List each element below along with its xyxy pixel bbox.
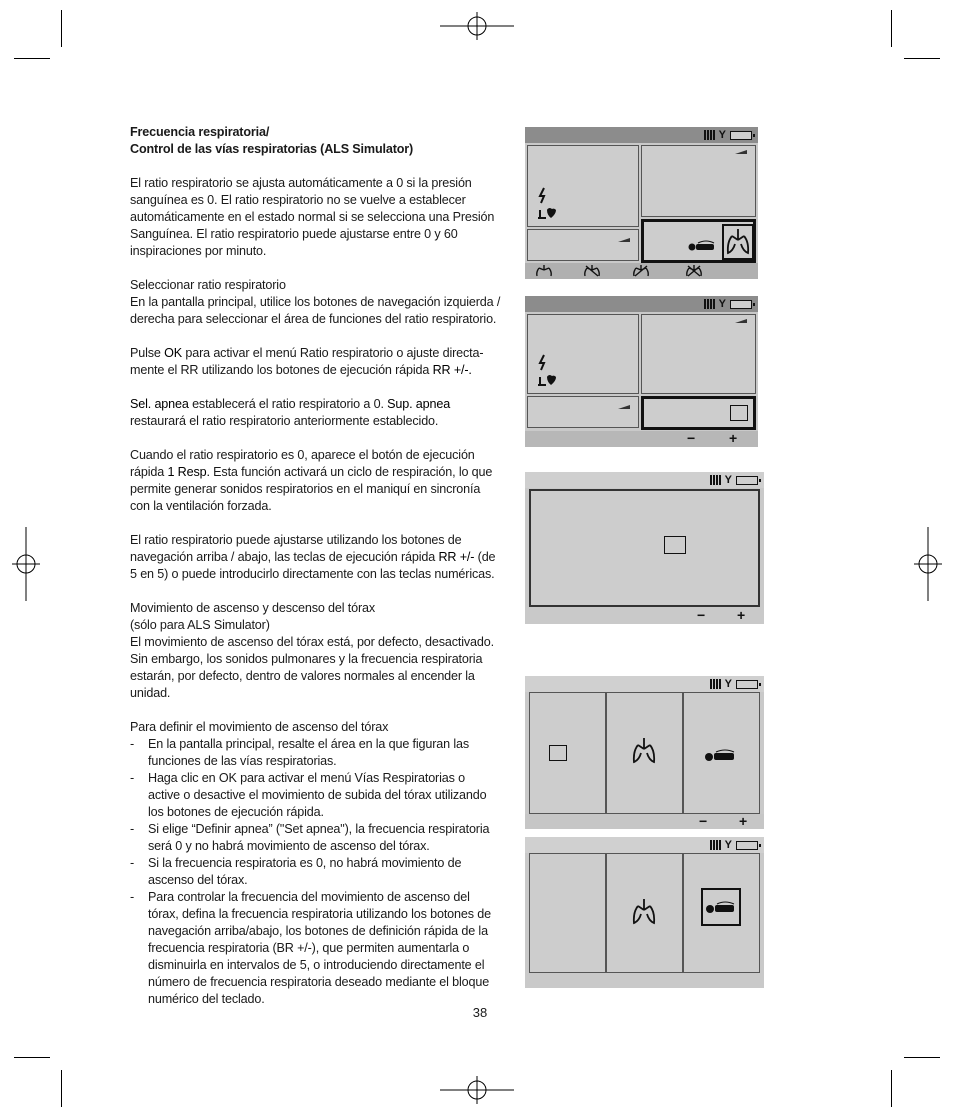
rr-tile[interactable] (529, 692, 606, 814)
body-line: Pulse OK para activar el menú Ratio respiratorio o ajuste directa- (130, 346, 484, 360)
ventilator-icon (688, 240, 718, 252)
ventilator-icon (704, 749, 738, 763)
subsection-title: Seleccionar ratio respiratorio (130, 278, 286, 292)
battery-icon (736, 680, 758, 689)
keyword: Sup. apnea (387, 397, 451, 411)
lungs-soft-key-icon[interactable] (535, 264, 553, 277)
crop-mark (891, 10, 892, 47)
body-line: Sin embargo, los sonidos pulmonares y la frecuencia respiratoria (130, 652, 483, 666)
ecg-panel[interactable] (527, 145, 639, 227)
pressure-panel[interactable] (641, 314, 756, 394)
minus-soft-key[interactable]: − (687, 430, 696, 446)
minus-soft-key[interactable]: − (697, 607, 706, 623)
keyword: RR +/- (438, 550, 475, 564)
body-line: 5 en 5) o puede introducirlo directamente con las teclas numéricas. (130, 567, 495, 581)
section-heading: Frecuencia respiratoria/ (130, 125, 270, 139)
ecg-panel[interactable] (527, 314, 639, 394)
plus-soft-key[interactable]: + (729, 430, 738, 446)
body-line: derecha para seleccionar el área de funciones del ratio respiratorio. (130, 312, 497, 326)
list-item: - Si elige “Definir apnea” ("Set apnea"), la frecuencia respiratoria será 0 y no habrá movimiento de ascenso del tórax. (130, 822, 490, 853)
rr-value-box (664, 536, 686, 554)
ventilator-selected-box (701, 888, 741, 926)
status-bar (525, 837, 764, 853)
registration-mark-icon (914, 527, 942, 601)
status-bar (525, 127, 758, 143)
crop-mark (904, 1057, 940, 1058)
soft-key-row (525, 263, 758, 279)
plus-soft-key[interactable]: + (737, 607, 746, 623)
chest-rise-tile[interactable] (606, 853, 683, 973)
registration-mark-icon (12, 527, 40, 601)
body-line: Cuando el ratio respiratorio es 0, aparece el botón de ejecución (130, 448, 475, 462)
rr-value-box (730, 405, 748, 421)
ventilator-icon (705, 901, 737, 915)
airway-panel-selected[interactable] (641, 219, 756, 263)
intro-line: sanguínea es 0. El ratio respiratorio no se vuelve a establecer (130, 193, 466, 207)
intro-line: automáticamente en el estado normal si se selecciona una Presión (130, 210, 495, 224)
ventilator-tile[interactable] (683, 853, 760, 973)
battery-icon (736, 476, 758, 485)
lungs-icon (630, 735, 658, 767)
battery-icon (730, 300, 752, 309)
crop-mark (61, 10, 62, 47)
intro-line: inspiraciones por minuto. (130, 244, 267, 258)
battery-icon (736, 841, 758, 850)
rr-tile[interactable] (529, 853, 606, 973)
body-line: El ratio respiratorio puede ajustarse utilizando los botones de (130, 533, 462, 547)
ventilator-tile[interactable] (683, 692, 760, 814)
spo2-panel[interactable] (527, 229, 639, 261)
steps-list (130, 736, 508, 1008)
antenna-icon: Y (718, 298, 726, 310)
status-bar (525, 296, 758, 312)
rr-value-box (549, 745, 567, 761)
body-line: estarán, por defecto, dentro de valores normales al encender la (130, 669, 475, 683)
screenshot-airway-ventilator-selected (525, 837, 764, 988)
soft-key-row (525, 814, 764, 829)
lungs-crossed-icon[interactable] (632, 264, 650, 277)
intro-line: El ratio respiratorio se ajusta automáticamente a 0 si la presión (130, 176, 472, 190)
page-number: 38 (472, 1005, 488, 1020)
crop-mark (14, 1057, 50, 1058)
keyword: 1 Resp. (167, 465, 210, 479)
lungs-crossed-icon[interactable] (685, 264, 703, 277)
screenshot-rr-selected (525, 296, 758, 447)
lungs-icon (724, 226, 752, 258)
lungs-icon (630, 896, 658, 928)
signal-wedge-icon (735, 319, 747, 323)
lungs-box (722, 224, 754, 260)
registration-mark-icon (440, 1076, 514, 1104)
signal-wedge-icon (735, 150, 747, 154)
status-bar (525, 676, 764, 692)
keyword: RR +/-. (432, 363, 472, 377)
soft-key-row (525, 608, 764, 624)
list-item: - Haga clic en OK para activar el menú Vías Respiratorias o active o desactive el movimiento de subida del tórax utilizando los botones de ejecución rápida. (130, 771, 487, 819)
screenshot-rr-menu (525, 472, 764, 624)
antenna-icon: Y (718, 129, 726, 141)
text-column (130, 124, 508, 1008)
body-line: El movimiento de ascenso del tórax está, por defecto, desactivado. (130, 635, 494, 649)
rr-menu-panel[interactable] (529, 489, 760, 607)
defib-heart-icon (538, 353, 556, 387)
keyword: OK (164, 346, 183, 360)
signal-bars-icon (704, 130, 715, 140)
crop-mark (14, 58, 50, 59)
crop-mark (904, 58, 940, 59)
battery-icon (730, 131, 752, 140)
list-item: - Si la frecuencia respiratoria es 0, no habrá movimiento de ascenso del tórax. (130, 856, 462, 887)
subsection-title: (sólo para ALS Simulator) (130, 618, 270, 632)
section-heading: Control de las vías respiratorias (ALS Simulator) (130, 142, 414, 156)
registration-mark-icon (440, 12, 514, 40)
crop-mark (61, 1070, 62, 1107)
body-line: permite generar sonidos respiratorios en el maniquí en sincronía (130, 482, 481, 496)
respiratory-rate-panel-selected[interactable] (641, 396, 756, 430)
chest-rise-tile[interactable] (606, 692, 683, 814)
signal-bars-icon (710, 840, 721, 850)
signal-bars-icon (704, 299, 715, 309)
body-line: navegación arriba / abajo, las teclas de ejecución rápida RR +/- (de (130, 550, 496, 564)
signal-wedge-icon (618, 238, 630, 242)
lungs-crossed-icon[interactable] (583, 264, 601, 277)
plus-soft-key[interactable]: + (739, 813, 748, 829)
body-line: con la ventilación forzada. (130, 499, 272, 513)
signal-wedge-icon (618, 405, 630, 409)
crop-mark (891, 1070, 892, 1107)
body-line: Sel. apnea establecerá el ratio respiratorio a 0. Sup. apnea (130, 397, 451, 411)
screenshot-main-screen (525, 127, 758, 279)
body-line: rápida 1 Resp. Esta función activará un ciclo de respiración, lo que (130, 465, 493, 479)
minus-soft-key[interactable]: − (699, 813, 708, 829)
signal-bars-icon (710, 475, 721, 485)
status-bar (525, 472, 764, 488)
keyword: Sel. apnea (130, 397, 189, 411)
signal-bars-icon (710, 679, 721, 689)
body-line: unidad. (130, 686, 171, 700)
defib-heart-icon (538, 186, 556, 220)
antenna-icon: Y (724, 839, 732, 851)
pressure-panel[interactable] (641, 145, 756, 217)
body-line: Para definir el movimiento de ascenso del tórax (130, 720, 389, 734)
body-line: restaurará el ratio respiratorio anteriormente establecido. (130, 414, 439, 428)
list-item: - En la pantalla principal, resalte el área en la que figuran las funciones de las vías respiratorias. (130, 737, 469, 768)
antenna-icon: Y (724, 678, 732, 690)
antenna-icon: Y (724, 474, 732, 486)
subsection-title: Movimiento de ascenso y descenso del tórax (130, 601, 376, 615)
list-item: - Para controlar la frecuencia del movimiento de ascenso del tórax, defina la frecuencia respiratoria utilizando los botones de navegación arriba/abajo, los botones de definición rápida de la frecuencia respiratoria (BR +/-), que permiten aumentarla o disminuirla en intervalos de 5, o introduciendo directamente el número de frecuencia respiratoria deseado mediante el bloque numérico del teclado. (130, 890, 491, 1006)
spo2-panel[interactable] (527, 396, 639, 428)
soft-key-row (525, 431, 758, 447)
body-line: mente el RR utilizando los botones de ejecución rápida RR +/-. (130, 363, 472, 377)
screenshot-airway-menu (525, 676, 764, 829)
intro-line: Sanguínea. El ratio respiratorio puede ajustarse entre 0 y 60 (130, 227, 458, 241)
body-line: En la pantalla principal, utilice los botones de navegación izquierda / (130, 295, 501, 309)
